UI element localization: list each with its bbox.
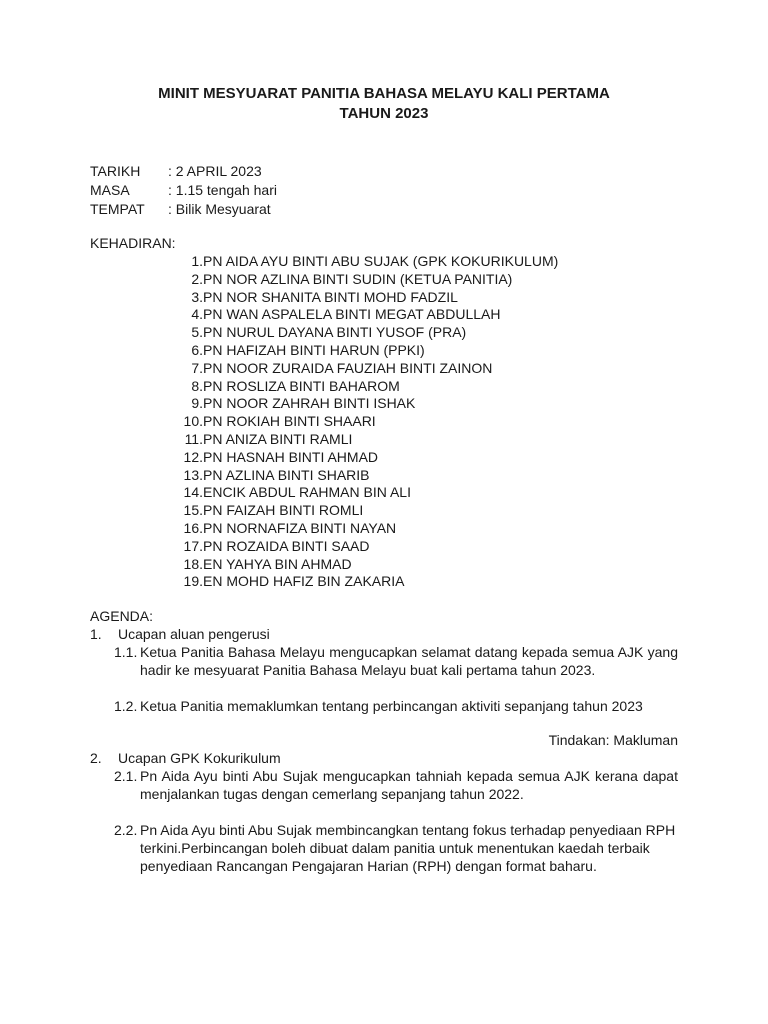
meeting-details	[90, 162, 277, 219]
agenda-item-number: 1.	[90, 626, 102, 642]
agenda-section	[90, 607, 678, 875]
attendance-item	[176, 359, 558, 377]
attendance-number: 8.	[191, 377, 203, 394]
attendance-item	[176, 377, 558, 395]
attendance-name: PN NOOR ZURAIDA FAUZIAH BINTI ZAINON	[203, 359, 493, 376]
agenda-item-title: Ucapan GPK Kokurikulum	[118, 750, 281, 766]
meta-value: : Bilik Mesyuarat	[168, 201, 271, 217]
meta-key: TEMPAT	[90, 201, 145, 217]
attendance-item	[176, 483, 558, 501]
meta-row-time	[90, 181, 277, 200]
attendance-item	[176, 537, 558, 555]
agenda-subitem	[114, 767, 678, 803]
agenda-item-heading	[90, 749, 678, 767]
attendance-number: 16.	[183, 519, 203, 536]
agenda-subitem	[114, 821, 678, 875]
attendance-name: PN ROZAIDA BINTI SAAD	[203, 537, 370, 554]
attendance-name: PN ROSLIZA BINTI BAHAROM	[203, 377, 400, 394]
attendance-number: 9.	[191, 395, 203, 412]
attendance-name: EN YAHYA BIN AHMAD	[203, 555, 352, 572]
attendance-name: PN NORNAFIZA BINTI NAYAN	[203, 519, 397, 536]
attendance-item	[176, 270, 558, 288]
attendance-number: 17.	[183, 537, 203, 554]
attendance-item	[176, 448, 558, 466]
subitem-number: 1.2.	[114, 698, 138, 714]
attendance-name: EN MOHD HAFIZ BIN ZAKARIA	[203, 573, 405, 590]
attendance-name: PN HAFIZAH BINTI HARUN (PPKI)	[203, 341, 425, 358]
meta-row-date	[90, 162, 277, 181]
attendance-item	[176, 305, 558, 323]
meta-key: TARIKH	[90, 163, 141, 179]
agenda-subitem	[114, 697, 678, 715]
attendance-number: 18.	[183, 555, 203, 572]
attendance-number: 3.	[191, 288, 203, 305]
subitem-number: 2.2.	[114, 822, 138, 838]
attendance-number: 14.	[183, 484, 203, 501]
attendance-number: 1.	[191, 253, 203, 269]
attendance-name: PN FAIZAH BINTI ROMLI	[203, 502, 364, 519]
attendance-item	[176, 572, 558, 590]
meta-row-place	[90, 200, 277, 219]
meta-key: MASA	[90, 182, 130, 198]
attendance-name: PN NOOR ZAHRAH BINTI ISHAK	[203, 395, 416, 412]
meta-value: : 1.15 tengah hari	[168, 182, 277, 198]
attendance-name: PN NOR SHANITA BINTI MOHD FADZIL	[203, 288, 458, 305]
title-line-1: MINIT MESYUARAT PANITIA BAHASA MELAYU KALI PERTAMA	[158, 85, 610, 102]
agenda-label: AGENDA:	[90, 608, 154, 624]
attendance-name: PN ANIZA BINTI RAMLI	[203, 430, 353, 447]
agenda-item-heading	[90, 625, 678, 643]
title-line-2: TAHUN 2023	[339, 105, 429, 122]
subitem-text: Ketua Panitia memaklumkan tentang perbincangan aktiviti sepanjang tahun 2023	[140, 698, 643, 714]
attendance-number: 4.	[191, 306, 203, 323]
subitem-number: 1.1.	[114, 644, 138, 660]
subitem-text: Ketua Panitia Bahasa Melayu mengucapkan selamat datang kepada semua AJK yang hadir ke mesyuarat Panitia Bahasa Melayu buat kali pertama tahun 2023.	[140, 644, 678, 678]
attendance-name: PN NOR AZLINA BINTI SUDIN (KETUA PANITIA)	[203, 270, 513, 287]
attendance-name: PN NURUL DAYANA BINTI YUSOF (PRA)	[203, 324, 467, 341]
attendance-name: ENCIK ABDUL RAHMAN BIN ALI	[203, 484, 411, 501]
attendance-item	[176, 288, 558, 306]
attendance-number: 13.	[183, 466, 203, 483]
attendance-list	[176, 252, 558, 590]
attendance-number: 5.	[191, 324, 203, 341]
attendance-item	[176, 394, 558, 412]
attendance-label: KEHADIRAN:	[90, 235, 176, 251]
subitem-text: Pn Aida Ayu binti Abu Sujak mengucapkan tahniah kepada semua AJK kerana dapat menjalankan tugas dengan cemerlang sepanjang tahun 2022.	[140, 768, 678, 802]
attendance-item	[176, 341, 558, 359]
subitem-number: 2.1.	[114, 768, 138, 784]
attendance-name: PN AIDA AYU BINTI ABU SUJAK (GPK KOKURIKULUM)	[203, 253, 559, 269]
attendance-number: 6.	[191, 341, 203, 358]
document-title	[0, 84, 768, 124]
attendance-number: 15.	[183, 502, 203, 519]
attendance-number: 19.	[183, 573, 203, 590]
attendance-item	[176, 323, 558, 341]
attendance-item	[176, 555, 558, 573]
attendance-name: PN HASNAH BINTI AHMAD	[203, 448, 379, 465]
attendance-number: 2.	[191, 270, 203, 287]
attendance-item	[176, 252, 558, 270]
attendance-item	[176, 430, 558, 448]
agenda-item-title: Ucapan aluan pengerusi	[118, 626, 270, 642]
attendance-name: PN WAN ASPALELA BINTI MEGAT ABDULLAH	[203, 306, 501, 323]
subitem-text: Pn Aida Ayu binti Abu Sujak membincangkan tentang fokus terhadap penyediaan RPH terkini.Perbincangan boleh dibuat dalam panitia untuk menentukan kaedah terbaik penyediaan Rancangan Pengajaran Harian (RPH) dengan format baharu.	[140, 822, 676, 874]
attendance-item	[176, 501, 558, 519]
agenda-item-number: 2.	[90, 750, 102, 766]
meta-value: : 2 APRIL 2023	[168, 163, 262, 179]
attendance-item	[176, 519, 558, 537]
attendance-number: 12.	[183, 448, 203, 465]
attendance-name: PN ROKIAH BINTI SHAARI	[203, 413, 376, 430]
attendance-item	[176, 412, 558, 430]
attendance-number: 11.	[184, 430, 203, 447]
attendance-number: 10.	[183, 413, 203, 430]
action-note: Tindakan: Makluman	[548, 732, 678, 748]
agenda-subitem	[114, 643, 678, 679]
attendance-number: 7.	[191, 359, 203, 376]
attendance-name: PN AZLINA BINTI SHARIB	[203, 466, 370, 483]
attendance-item	[176, 466, 558, 484]
